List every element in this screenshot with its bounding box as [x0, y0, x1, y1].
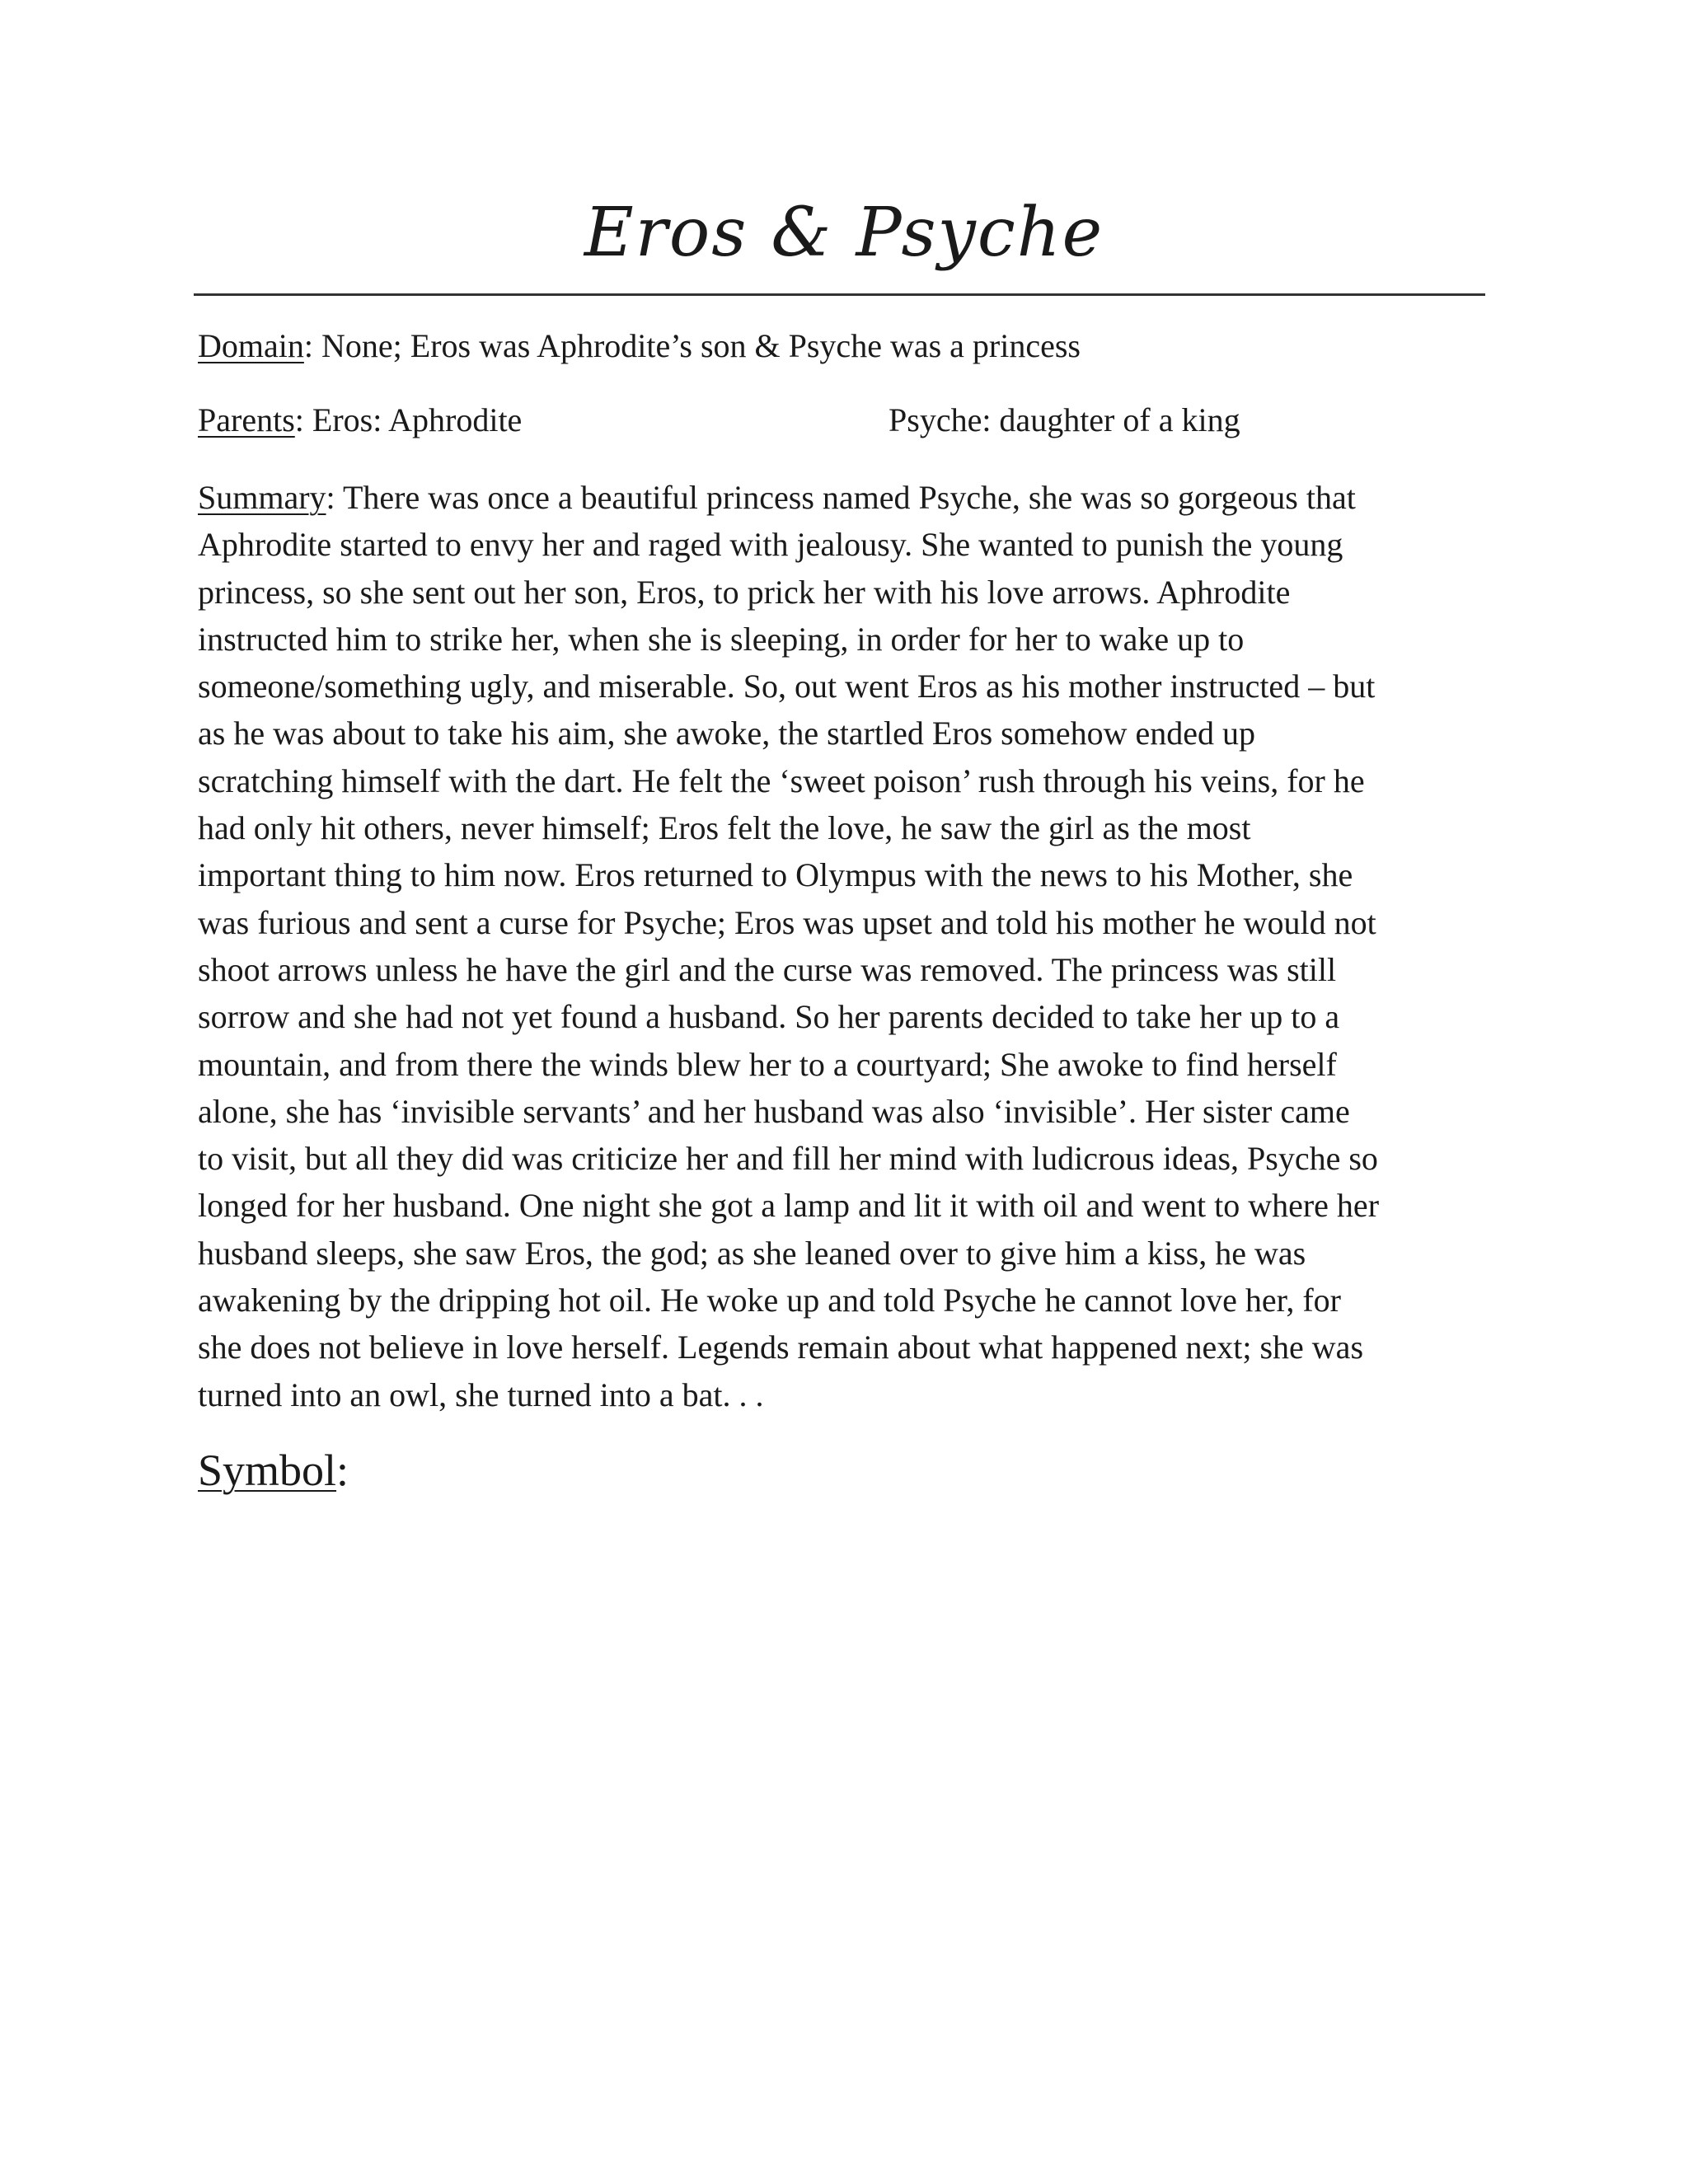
domain-value: None; Eros was Aphrodite’s son & Psyche was a princess — [313, 327, 1081, 364]
summary-line: she does not believe in love herself. Legends remain about what happened next; she was — [198, 1329, 1364, 1366]
summary-line: someone/something ugly, and miserable. So, out went Eros as his mother instructed – but — [198, 668, 1376, 705]
title-divider — [194, 293, 1485, 296]
summary-line: as he was about to take his aim, she awoke, the startled Eros somehow ended up — [198, 715, 1256, 752]
summary-line: was furious and sent a curse for Psyche; Eros was upset and told his mother he would not — [198, 903, 1376, 941]
summary-line: turned into an owl, she turned into a bat. . . — [198, 1376, 764, 1413]
summary-line: scratching himself with the dart. He felt the ‘sweet poison’ rush through his veins, for he — [198, 762, 1365, 799]
summary-line: to visit, but all they did was criticize her and fill her mind with ludicrous ideas, Psyche so — [198, 1140, 1378, 1178]
summary-line: had only hit others, never himself; Eros felt the love, he saw the girl as the most — [198, 809, 1251, 847]
page-title: Eros & Psyche — [584, 194, 1104, 272]
domain-label: Domain — [198, 327, 304, 364]
summary-line: instructed him to strike her, when she is sleeping, in order for her to wake up to — [198, 620, 1245, 658]
parents-eros: Eros: Aphrodite — [303, 401, 523, 438]
summary-paragraph — [198, 474, 1496, 1418]
summary-line: mountain, and from there the winds blew her to a courtyard; She awoke to find herself — [198, 1045, 1337, 1083]
summary-line: sorrow and she had not yet found a husband. So her parents decided to take her up to a — [198, 998, 1340, 1036]
summary-line: awakening by the dripping hot oil. He woke up and told Psyche he cannot love her, for — [198, 1282, 1341, 1319]
summary-line: shoot arrows unless he have the girl and the curse was removed. The princess was still — [198, 950, 1337, 988]
domain-field — [198, 326, 1081, 367]
summary-line: alone, she has ‘invisible servants’ and her husband was also ‘invisible’. Her sister came — [198, 1092, 1350, 1130]
summary-line: longed for her husband. One night she got a lamp and lit it with oil and went to where her — [198, 1187, 1380, 1225]
summary-line: Aphrodite started to envy her and raged with jealousy. She wanted to punish the young — [198, 526, 1343, 564]
parents-label: Parents — [198, 401, 295, 438]
symbol-label: Symbol — [198, 1446, 337, 1495]
domain-separator: : — [303, 327, 313, 364]
summary-line: princess, so she sent out her son, Eros, to prick her with his love arrows. Aphrodite — [198, 573, 1291, 611]
summary-text: There was once a beautiful princess named Psyche, she was so gorgeous that — [335, 479, 1356, 516]
parents-separator: : — [294, 401, 304, 438]
symbol-heading — [198, 1444, 349, 1497]
symbol-separator: : — [336, 1446, 349, 1495]
summary-line — [198, 474, 1496, 521]
parents-field — [198, 400, 1240, 441]
summary-label: Summary — [198, 479, 326, 516]
summary-separator: : — [326, 479, 335, 516]
summary-line: important thing to him now. Eros returned to Olympus with the news to his Mother, she — [198, 856, 1353, 894]
parents-psyche: Psyche: daughter of a king — [889, 401, 1240, 438]
summary-line: husband sleeps, she saw Eros, the god; as she leaned over to give him a kiss, he was — [198, 1234, 1306, 1272]
